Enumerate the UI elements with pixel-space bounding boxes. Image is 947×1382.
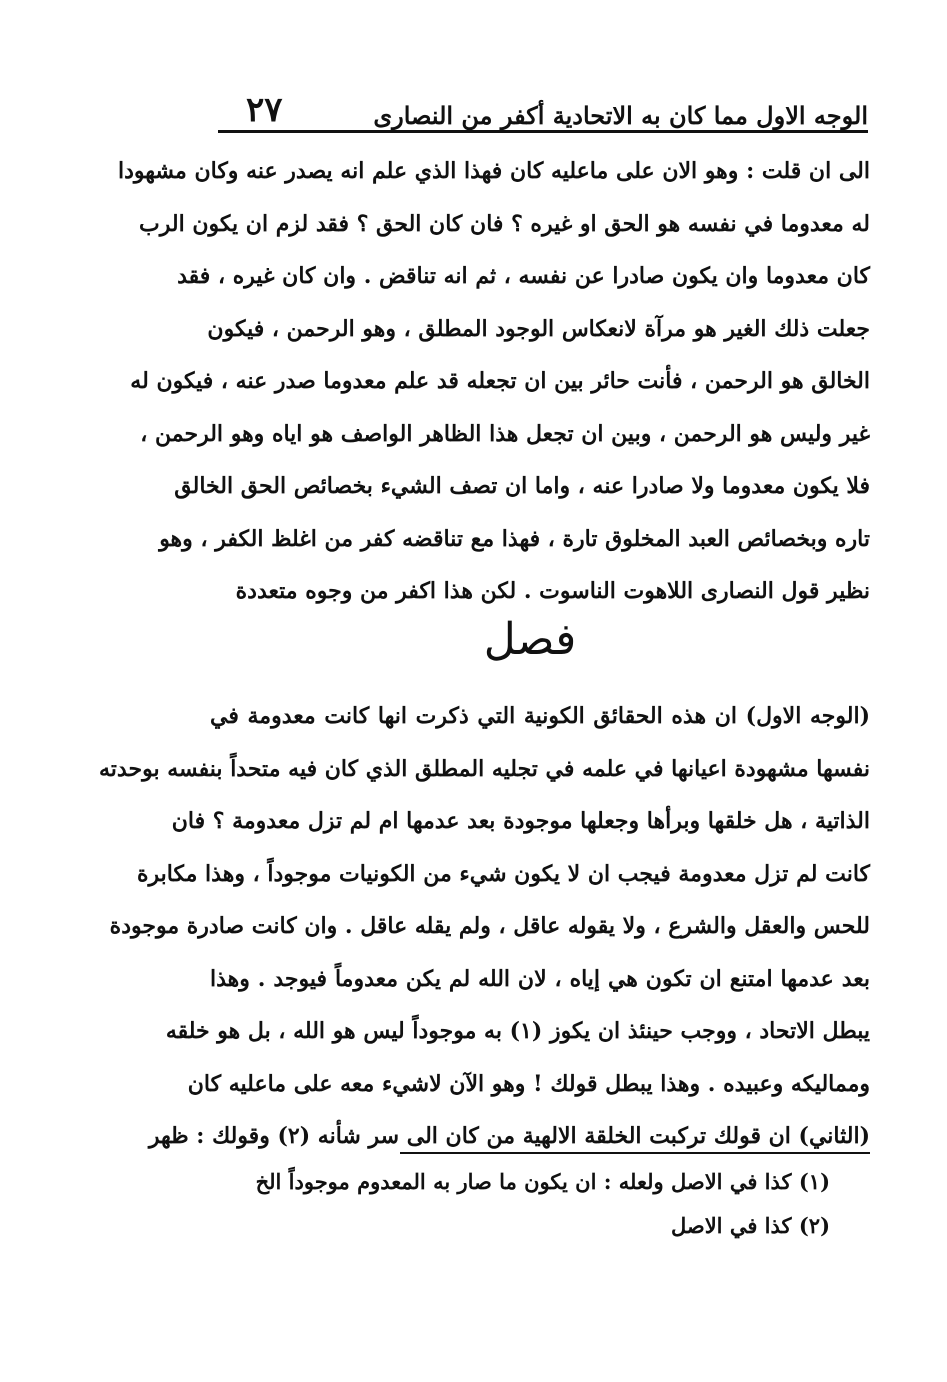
header-rule (218, 130, 868, 133)
header-title: الوجه الاول مما كان به الاتحادية أكفر من النصارى (373, 101, 868, 130)
footnote-2: (٢) كذا في الاصل (670, 1213, 830, 1238)
page-number: ٢٧ (246, 90, 283, 130)
body-paragraph-2 (99, 690, 870, 1163)
section-heading: فصل (483, 614, 577, 665)
text-line: الذاتية ، هل خلقها وبرأها وجعلها موجودة بعد عدمها ام لم تزل معدومة ؟ فان (171, 808, 870, 834)
text-line: ومماليكه وعبيده . وهذا يبطل قولك ! وهو الآن لاشيء معه على ماعليه كان (187, 1070, 870, 1097)
text-line: الى ان قلت : وهو الان على ماعليه كان فهذا الذي علم انه يصدر عنه وكان مشهودا (117, 158, 870, 184)
text-line: بعد عدمها امتنع ان تكون هي إياه ، لان الله لم يكن معدوماً فيوجد . وهذا (210, 965, 870, 992)
text-line: (الوجه الاول) ان هذه الحقائق الكونية التي ذكرت انها كانت معدومة في (210, 703, 870, 729)
body-paragraph-1 (117, 145, 870, 618)
running-header (218, 80, 868, 130)
text-line: فلا يكون معدوما ولا صادرا عنه ، واما ان تصف الشيء بخصائص الحق الخالق (174, 473, 870, 499)
text-line: غير وليس هو الرحمن ، وبين ان تجعل هذا الظاهر الواصف هو اياه وهو الرحمن ، (140, 420, 870, 447)
text-line: نظير قول النصارى اللاهوت الناسوت . لكن هذا اكفر من وجوه متعددة (235, 578, 870, 604)
text-line: تاره وبخصائص العبد المخلوق تارة ، فهذا مع تناقضه كفر من اغلظ الكفر ، وهو (159, 525, 870, 552)
text-line: الخالق هو الرحمن ، فأنت حائر بين ان تجعله قد علم معدوما صدر عنه ، فيكون له (130, 368, 870, 394)
text-line: له معدوما في نفسه هو الحق او غيره ؟ فان كان الحق ؟ فقد لزم ان يكون الرب (139, 210, 870, 237)
text-line: نفسها مشهودة اعيانها في علمه في تجليه المطلق الذي كان فيه متحداً بنفسه بوحدته (99, 755, 870, 782)
footnote-1: (١) كذا في الاصل ولعله : ان يكون ما صار به المعدوم موجوداً الخ (255, 1169, 830, 1194)
footnotes (210, 1160, 830, 1248)
text-line: يبطل الاتحاد ، ووجب حينئذ ان يكوز (١) به موجوداً ليس هو الله ، بل هو خلقه (165, 1018, 870, 1044)
footnote-rule (400, 1152, 870, 1154)
text-line: جعلت ذلك الغير هو مرآة لانعكاس الوجود المطلق ، وهو الرحمن ، فيكون (207, 315, 870, 342)
text-line: كانت لم تزل معدومة فيجب ان لا يكون شيء من الكونيات موجوداً ، وهذا مكابرة (136, 860, 870, 887)
text-line: كان معدوما وان يكون صادرا عن نفسه ، ثم انه تناقض . وان كان غيره ، فقد (177, 263, 870, 289)
text-line: (الثاني) ان قولك تركبت الخلقة الالهية من كان الى سر شأنه (٢) وقولك : ظهر (148, 1123, 870, 1149)
text-line: للحس والعقل والشرع ، ولا يقوله عاقل ، ولم يقله عاقل . وان كانت صادرة موجودة (109, 913, 870, 939)
